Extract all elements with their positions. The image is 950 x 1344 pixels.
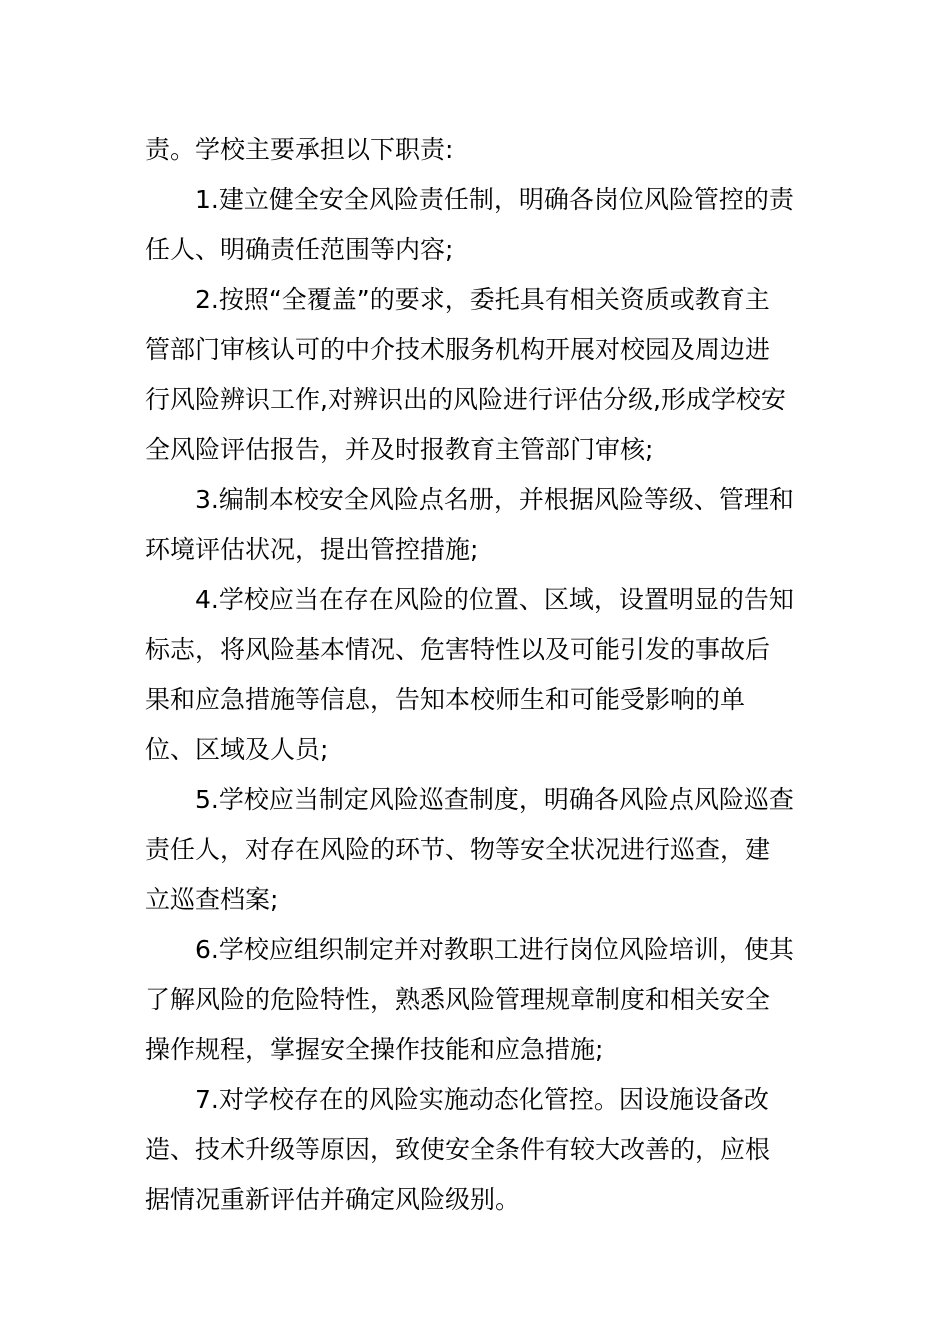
text-line: 2.按照“全覆盖”的要求，委托具有相关资质或教育主 xyxy=(195,285,770,314)
text-line: 标志，将风险基本情况、危害特性以及可能引发的事故后 xyxy=(145,635,771,664)
text-line: 造、技术升级等原因，致使安全条件有较大改善的，应根 xyxy=(145,1135,771,1164)
text-line: 1.建立健全安全风险责任制，明确各岗位风险管控的责 xyxy=(195,185,794,214)
text-line: 4.学校应当在存在风险的位置、区域，设置明显的告知 xyxy=(195,585,794,614)
text-line: 操作规程，掌握安全操作技能和应急措施; xyxy=(145,1035,604,1064)
text-line: 责。学校主要承担以下职责: xyxy=(145,135,454,164)
text-line: 行风险辨识工作,对辨识出的风险进行评估分级,形成学校安 xyxy=(145,385,786,414)
text-line: 任人、明确责任范围等内容; xyxy=(145,235,454,264)
text-line: 据情况重新评估并确定风险级别。 xyxy=(145,1185,521,1214)
text-line: 了解风险的危险特性，熟悉风险管理规章制度和相关安全 xyxy=(145,985,771,1014)
text-line: 位、区域及人员; xyxy=(145,735,329,764)
text-line: 5.学校应当制定风险巡查制度，明确各风险点风险巡查 xyxy=(195,785,794,814)
text-line: 环境评估状况，提出管控措施; xyxy=(145,535,479,564)
text-line: 立巡查档案; xyxy=(145,885,279,914)
text-line: 管部门审核认可的中介技术服务机构开展对校园及周边进 xyxy=(145,335,771,364)
text-line: 责任人，对存在风险的环节、物等安全状况进行巡查，建 xyxy=(145,835,771,864)
text-line: 6.学校应组织制定并对教职工进行岗位风险培训，使其 xyxy=(195,935,794,964)
text-line: 全风险评估报告，并及时报教育主管部门审核; xyxy=(145,435,654,464)
text-line: 3.编制本校安全风险点名册，并根据风险等级、管理和 xyxy=(195,485,794,514)
text-line: 果和应急措施等信息，告知本校师生和可能受影响的单 xyxy=(145,685,746,714)
text-line: 7.对学校存在的风险实施动态化管控。因设施设备改 xyxy=(195,1085,769,1114)
